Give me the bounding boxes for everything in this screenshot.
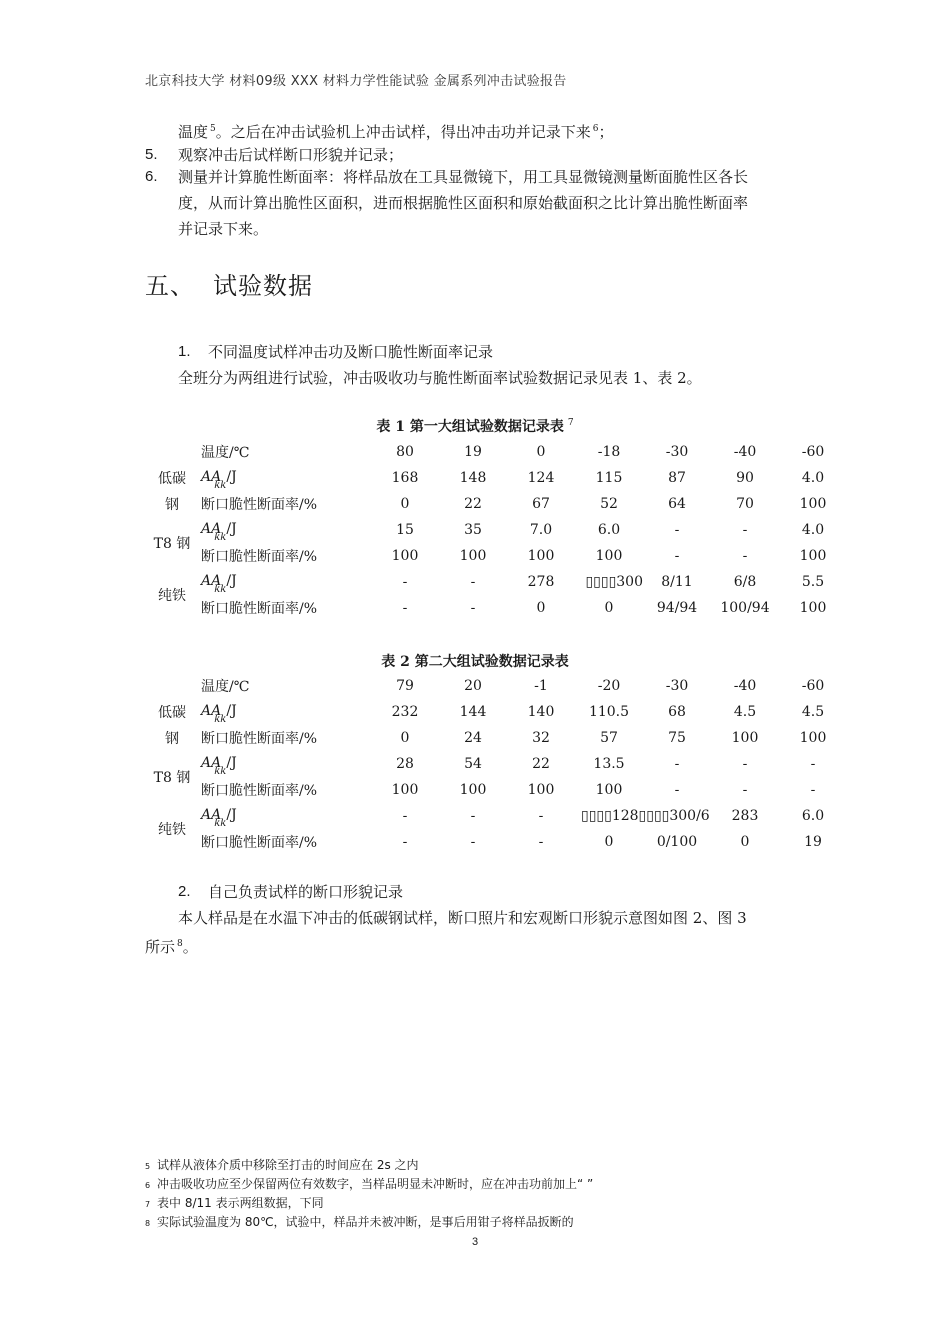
material-low-carbon-2: 钢 — [165, 731, 179, 747]
step-4-text-2: 。之后在冲击试验机上冲击试样，得出冲击功并记录下来 — [215, 123, 591, 141]
cell: 0 — [604, 834, 614, 850]
table2-row-fe-rate — [143, 829, 847, 855]
material-iron: 纯铁 — [158, 822, 186, 838]
row-label-ak: $AA_{kk}/J$ — [201, 702, 237, 726]
cell: 22 — [532, 756, 550, 772]
cell: 19 — [804, 834, 822, 850]
table2-row-temp — [143, 673, 847, 699]
cell: 4.5 — [733, 704, 757, 720]
cell: - — [402, 834, 408, 850]
cell: 70 — [736, 496, 754, 512]
cell: 100 — [595, 782, 623, 798]
cell: 94/94 — [656, 600, 698, 616]
cell: 6/8 — [733, 574, 757, 590]
material-t8: T8 钢 — [153, 536, 191, 552]
row-label-rate: 断口脆性断面率/% — [201, 731, 318, 747]
cell: 100/94 — [720, 600, 770, 616]
cell: 15 — [396, 522, 414, 538]
table1-row-fe-rate — [143, 595, 847, 621]
table1-row-lc-ak — [143, 465, 847, 491]
cell: - — [538, 834, 544, 850]
material-iron: 纯铁 — [158, 588, 186, 604]
cell: 0/100 — [656, 834, 698, 850]
cell: 144 — [459, 704, 487, 720]
step-6-line-3: 并记录下来。 — [178, 220, 269, 238]
material-low-carbon-1: 低碳 — [158, 705, 186, 721]
ak-symbol: $AA_{kk}$ — [201, 702, 227, 726]
cell: 100 — [527, 548, 555, 564]
sub2-text-1: 本人样品是在水温下冲击的低碳钢试样，断口照片和宏观断口形貌示意图如图 2、图 3 — [178, 909, 747, 927]
footnote-ref-8: 8 — [177, 939, 183, 949]
section-heading — [145, 266, 313, 301]
step-5-number: 5. — [145, 146, 158, 163]
cell: 100 — [799, 496, 827, 512]
cell: -60 — [801, 444, 825, 460]
table2-row-fe-ak — [143, 803, 847, 829]
cell: 100 — [391, 548, 419, 564]
cell: 22 — [464, 496, 482, 512]
cell: -18 — [597, 444, 621, 460]
cell: - — [470, 808, 476, 824]
footnote-ref-7: 7 — [567, 418, 574, 429]
table1-row-lc-rate — [143, 491, 847, 517]
row-label-rate: 断口脆性断面率/% — [201, 835, 318, 851]
cell: 57 — [600, 730, 618, 746]
cell: 148 — [459, 470, 487, 486]
cell: 4.5 — [801, 704, 825, 720]
sub2-text-2: 所示 $^8$。 — [145, 938, 198, 956]
cell: - — [402, 600, 408, 616]
sub2-title: 自己负责试样的断口形貌记录 — [208, 883, 404, 901]
cell: 0 — [740, 834, 750, 850]
cell: 100 — [459, 782, 487, 798]
cell: - — [470, 834, 476, 850]
footnote-6: 6 冲击吸收功应至少保留两位有效数字，当样品明显未冲断时，应在冲击功前加上“ ” — [145, 1177, 594, 1191]
cell: 19 — [464, 444, 482, 460]
cell: 100 — [799, 730, 827, 746]
cell: - — [810, 756, 816, 772]
row-label-rate: 断口脆性断面率/% — [201, 601, 318, 617]
step-4-continuation — [178, 116, 614, 145]
row-label-temp: 温度/℃ — [201, 679, 250, 695]
row-label-temp: 温度/℃ — [201, 445, 250, 461]
cell: ▯▯▯▯300 — [585, 574, 643, 590]
material-low-carbon-1: 低碳 — [158, 471, 186, 487]
cell: - — [402, 574, 408, 590]
row-label-ak: $AA_{kk}/J$ — [201, 520, 237, 544]
cell: 100 — [595, 548, 623, 564]
table2-row-t8-rate — [143, 777, 847, 803]
cell: 67 — [532, 496, 550, 512]
material-low-carbon-2: 钢 — [165, 497, 179, 513]
table1-row-t8-ak — [143, 517, 847, 543]
cell: 35 — [464, 522, 482, 538]
cell: 90 — [736, 470, 754, 486]
row-label-ak: $AA_{kk}/J$ — [201, 806, 237, 830]
cell: - — [402, 808, 408, 824]
cell: 100 — [527, 782, 555, 798]
cell: 115 — [595, 470, 623, 486]
cell: 100 — [731, 730, 759, 746]
cell: 232 — [391, 704, 419, 720]
cell: ▯▯▯▯128▯▯▯▯300/6 — [581, 808, 710, 824]
table1-caption-text: 表 1 第一大组试验数据记录表 — [376, 419, 564, 435]
cell: - — [674, 522, 680, 538]
table1-caption — [0, 416, 950, 436]
ak-symbol: $AA_{kk}$ — [201, 520, 227, 544]
cell: 100 — [391, 782, 419, 798]
footnote-8: 8 实际试验温度为 80℃，试验中，样品并未被冲断，是事后用钳子将样品扳断的 — [145, 1215, 574, 1229]
cell: - — [674, 756, 680, 772]
cell: 6.0 — [801, 808, 825, 824]
step-4-text: 温度 — [178, 123, 209, 141]
sub2-number: 2. — [178, 883, 191, 900]
cell: 4.0 — [801, 470, 825, 486]
cell: - — [742, 548, 748, 564]
cell: 80 — [396, 444, 414, 460]
cell: 5.5 — [801, 574, 825, 590]
cell: 140 — [527, 704, 555, 720]
table1-row-fe-ak — [143, 569, 847, 595]
cell: - — [470, 600, 476, 616]
cell: -20 — [597, 678, 621, 694]
cell: - — [742, 782, 748, 798]
footnote-ref-5: 5 — [210, 124, 216, 134]
step-6-line-1: 测量并计算脆性断面率：将样品放在工具显微镜下，用工具显微镜测量断面脆性区各长 — [178, 168, 749, 186]
cell: 8/11 — [661, 574, 693, 590]
footnote-ref-6: 6 — [592, 124, 599, 134]
cell: 68 — [668, 704, 686, 720]
cell: - — [674, 782, 680, 798]
cell: - — [538, 808, 544, 824]
page-number: 3 — [471, 1236, 479, 1248]
step-4-end: ； — [598, 123, 614, 141]
row-label-rate: 断口脆性断面率/% — [201, 497, 318, 513]
ak-symbol: $AA_{kk}$ — [201, 754, 227, 778]
cell: 0 — [536, 444, 546, 460]
cell: 0 — [400, 496, 410, 512]
cell: 13.5 — [593, 756, 625, 772]
cell: 0 — [604, 600, 614, 616]
cell: 100 — [799, 548, 827, 564]
cell: - — [742, 522, 748, 538]
table1-row-temp — [143, 439, 847, 465]
step-6-number: 6. — [145, 168, 158, 185]
cell: 0 — [400, 730, 410, 746]
cell: 110.5 — [588, 704, 630, 720]
sub1-text: 全班分为两组进行试验，冲击吸收功与脆性断面率试验数据记录见表 1、表 2。 — [178, 369, 702, 387]
running-header: 北京科技大学 材料09级 XXX 材料力学性能试验 金属系列冲击试验报告 — [145, 74, 567, 89]
sub1-number: 1. — [178, 343, 191, 360]
cell: -1 — [534, 678, 548, 694]
cell: 168 — [391, 470, 419, 486]
cell: - — [470, 574, 476, 590]
step-5-text: 观察冲击后试样断口形貌并记录； — [178, 146, 404, 164]
cell: 32 — [532, 730, 550, 746]
table2-row-t8-ak — [143, 751, 847, 777]
ak-symbol: $AA_{kk}$ — [201, 572, 227, 596]
cell: 52 — [600, 496, 618, 512]
cell: - — [674, 548, 680, 564]
cell: 64 — [668, 496, 686, 512]
cell: 278 — [527, 574, 555, 590]
row-label-rate: 断口脆性断面率/% — [201, 783, 318, 799]
table2-row-lc-rate — [143, 725, 847, 751]
row-label-ak: $AA_{kk}/J$ — [201, 754, 237, 778]
table2-row-lc-ak — [143, 699, 847, 725]
row-label-ak: $AA_{kk}/J$ — [201, 572, 237, 596]
table2 — [143, 673, 847, 855]
table2-caption: 表 2 第二大组试验数据记录表 — [381, 654, 569, 670]
cell: -40 — [733, 444, 757, 460]
section-title: 试验数据 — [213, 272, 313, 300]
sub1-title: 不同温度试样冲击功及断口脆性断面率记录 — [208, 343, 494, 361]
cell: 87 — [668, 470, 686, 486]
cell: 7.0 — [529, 522, 553, 538]
cell: 75 — [668, 730, 686, 746]
cell: 4.0 — [801, 522, 825, 538]
ak-symbol: $AA_{kk}$ — [201, 468, 227, 492]
material-t8: T8 钢 — [153, 770, 191, 786]
cell: -60 — [801, 678, 825, 694]
cell: 124 — [527, 470, 555, 486]
cell: -40 — [733, 678, 757, 694]
row-label-ak: $AA_{kk}/J$ — [201, 468, 237, 492]
step-6-line-2: 度，从而计算出脆性区面积，进而根据脆性区面积和原始截面积之比计算出脆性断面率 — [178, 194, 749, 212]
ak-symbol: $AA_{kk}$ — [201, 806, 227, 830]
cell: -30 — [665, 678, 689, 694]
cell: 283 — [731, 808, 759, 824]
cell: 24 — [464, 730, 482, 746]
cell: 20 — [464, 678, 482, 694]
row-label-rate: 断口脆性断面率/% — [201, 549, 318, 565]
cell: - — [810, 782, 816, 798]
table1 — [143, 439, 847, 621]
cell: -30 — [665, 444, 689, 460]
cell: - — [742, 756, 748, 772]
cell: 100 — [799, 600, 827, 616]
cell: 100 — [459, 548, 487, 564]
cell: 28 — [396, 756, 414, 772]
table1-row-t8-rate — [143, 543, 847, 569]
cell: 6.0 — [597, 522, 621, 538]
cell: 0 — [536, 600, 546, 616]
footnote-7: 7 表中 8/11 表示两组数据，下同 — [145, 1196, 324, 1210]
cell: 54 — [464, 756, 482, 772]
footnote-5: 5 试样从液体介质中移除至打击的时间应在 2s 之内 — [145, 1158, 419, 1172]
cell: 79 — [396, 678, 414, 694]
section-number: 五、 — [145, 272, 195, 300]
